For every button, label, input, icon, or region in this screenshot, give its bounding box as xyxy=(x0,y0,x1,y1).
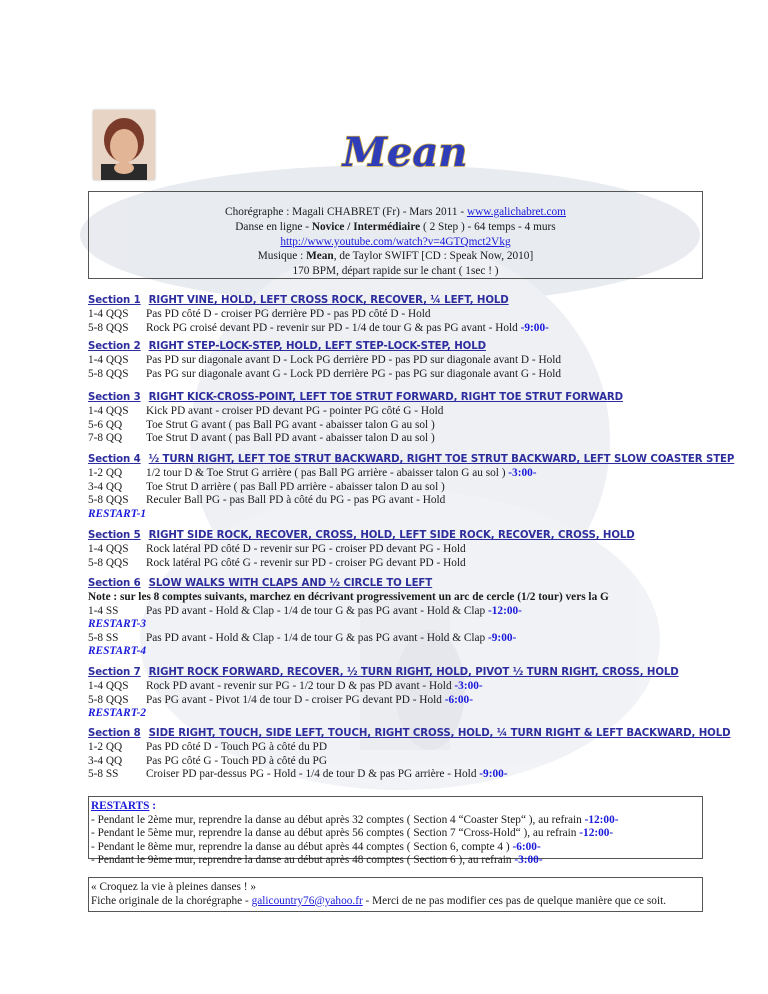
footer-box xyxy=(88,877,703,912)
step-row: 1-4 QQS Kick PD avant - croiser PD devant PG - pointer PG côté G - Hold xyxy=(88,405,444,417)
step-row: 5-8 SS Pas PD avant - Hold & Clap - 1/4 de tour G & pas PG avant - Hold & Clap -9:00- xyxy=(88,631,517,644)
section-heading: Section 2 RIGHT STEP-LOCK-STEP, HOLD, LEFT STEP-LOCK-STEP, HOLD xyxy=(88,341,486,352)
step-row: 3-4 QQ Pas PG côté G - Touch PD à côté du PG xyxy=(88,754,327,767)
section-heading: Section 1 RIGHT VINE, HOLD, LEFT CROSS ROCK, RECOVER, ¼ LEFT, HOLD xyxy=(88,295,509,306)
section-heading: Section 8 SIDE RIGHT, TOUCH, SIDE LEFT, TOUCH, RIGHT CROSS, HOLD, ¼ TURN RIGHT & LEFT BACKWARD, HOLD xyxy=(88,728,731,739)
wall-marker: -3:00- xyxy=(508,467,537,479)
restarts-title: RESTARTS xyxy=(91,800,150,812)
restart-line: - Pendant le 9ème mur, reprendre la danse au début après 48 comptes ( Section 6 ), au refrain -3:00- xyxy=(91,854,543,867)
section-7 xyxy=(88,665,708,721)
section-2 xyxy=(88,339,708,381)
restart-marker: RESTART-1 xyxy=(88,507,146,520)
wall-marker: -3:00- xyxy=(514,854,543,867)
step-row: 1-2 QQ Pas PD côté D - Touch PG à côté du PD xyxy=(88,741,327,753)
info-music: Musique : Mean, de Taylor SWIFT [CD : Speak Now, 2010] xyxy=(257,250,534,263)
info-bpm: 170 BPM, départ rapide sur le chant ( 1sec ! ) xyxy=(292,265,499,278)
wall-marker: -9:00- xyxy=(520,321,549,334)
choreographer-website-link[interactable]: www.galichabret.com xyxy=(466,206,566,218)
restart-line: - Pendant le 8ème mur, reprendre la danse au début après 44 comptes ( Section 6, compte 4 ) -6:00- xyxy=(91,840,541,853)
step-row: 5-8 QQS Rock latéral PG côté G - revenir sur PD - croiser PG devant PD - Hold xyxy=(88,556,466,569)
step-row: 3-4 QQ Toe Strut D arrière ( pas Ball PD arrière - abaisser talon D au sol ) xyxy=(88,480,445,493)
wall-marker: -9:00- xyxy=(479,768,508,781)
restart-line: - Pendant le 2ème mur, reprendre la danse au début après 32 comptes ( Section 4 “Coaster Step“ ), au refrain -12:00- xyxy=(91,813,619,826)
section-heading: Section 5 RIGHT SIDE ROCK, RECOVER, CROSS, HOLD, LEFT SIDE ROCK, RECOVER, CROSS, HOLD xyxy=(88,530,635,541)
email-link[interactable]: galicountry76@yahoo.fr xyxy=(251,894,363,907)
info-video xyxy=(89,235,702,250)
section-1 xyxy=(88,293,708,335)
step-row: 1-4 QQS Rock PD avant - revenir sur PG - 1/2 tour D & pas PD avant - Hold -3:00- xyxy=(88,680,483,692)
step-row: 1-2 QQ 1/2 tour D & Toe Strut G arrière ( pas Ball PG arrière - abaisser talon G au sol ) -3:00- xyxy=(88,467,537,479)
step-row: 5-8 QQS Pas PG avant - Pivot 1/4 de tour D - croiser PG devant PD - Hold -6:00- xyxy=(88,693,473,706)
step-row: 1-4 SS Pas PD avant - Hold & Clap - 1/4 de tour G & pas PG avant - Hold & Clap -12:00- xyxy=(88,604,522,617)
dance-info-box xyxy=(88,191,703,279)
step-row: 5-8 QQS Rock PG croisé devant PD - revenir sur PD - 1/4 de tour G & pas PG avant - Hold -9:00- xyxy=(88,321,549,334)
restart-line: - Pendant le 5ème mur, reprendre la danse au début après 56 comptes ( Section 7 “Cross-Hold“ ), au refrain -12:00- xyxy=(91,827,614,840)
step-row: 1-4 QQS Pas PD sur diagonale avant D - Lock PG derrière PD - pas PD sur diagonale avant D - Hold xyxy=(88,354,562,366)
section-5 xyxy=(88,528,708,570)
info-choreographer: Chorégraphe : Magali CHABRET (Fr) - Mars 2011 - www.galichabret.com xyxy=(225,206,566,218)
section-6 xyxy=(88,576,708,659)
step-row: 5-6 QQ Toe Strut G avant ( pas Ball PG avant - abaisser talon G au sol ) xyxy=(88,418,435,431)
section-heading: Section 6 SLOW WALKS WITH CLAPS AND ½ CIRCLE TO LEFT xyxy=(88,578,433,589)
section-heading: Section 3 RIGHT KICK-CROSS-POINT, LEFT TOE STRUT FORWARD, RIGHT TOE STRUT FORWARD xyxy=(88,392,623,403)
section-8 xyxy=(88,726,731,782)
wall-marker: -3:00- xyxy=(454,680,483,692)
section-note: Note : sur les 8 comptes suivants, marchez en décrivant progressivement un arc de cercle (1/2 tour) vers la G xyxy=(88,591,609,603)
footer-credit: Fiche originale de la chorégraphe - galicountry76@yahoo.fr - Merci de ne pas modifier ces pas de quelque manière que ce soit. xyxy=(91,894,667,907)
section-heading: Section 7 RIGHT ROCK FORWARD, RECOVER, ½ TURN RIGHT, HOLD, PIVOT ½ TURN RIGHT, CROSS, HOLD xyxy=(88,667,679,678)
title-text: Mean xyxy=(342,129,468,176)
wall-marker: -12:00- xyxy=(579,827,614,840)
wall-marker: -6:00- xyxy=(512,840,541,853)
section-heading: Section 4 ½ TURN RIGHT, LEFT TOE STRUT BACKWARD, RIGHT TOE STRUT BACKWARD, LEFT SLOW COASTER STEP xyxy=(88,454,735,465)
choreographer-photo xyxy=(93,110,155,180)
step-row: 5-8 SS Croiser PD par-dessus PG - Hold - 1/4 de tour D & pas PG arrière - Hold -9:00- xyxy=(88,768,508,781)
step-row: 1-4 QQS Rock latéral PD côté D - revenir sur PG - croiser PD devant PG - Hold xyxy=(88,543,466,555)
footer-slogan: « Croquez la vie à pleines danses ! » xyxy=(91,881,257,893)
dance-title xyxy=(342,128,468,176)
restart-marker: RESTART-2 xyxy=(88,707,146,720)
wall-marker: -12:00- xyxy=(584,813,619,826)
section-4 xyxy=(88,452,735,521)
restart-marker: RESTART-4 xyxy=(88,645,146,658)
restart-marker: RESTART-3 xyxy=(88,618,146,631)
step-row: 1-4 QQS Pas PD côté D - croiser PG derrière PD - pas PD côté D - Hold xyxy=(88,308,431,320)
step-row: 5-8 QQS Reculer Ball PG - pas Ball PD à côté du PG - pas PG avant - Hold xyxy=(88,494,446,507)
wall-marker: -6:00- xyxy=(444,693,473,706)
section-3 xyxy=(88,390,708,446)
wall-marker: -9:00- xyxy=(488,631,517,644)
info-level: Danse en ligne - Novice / Intermédiaire ( 2 Step ) - 64 temps - 4 murs xyxy=(235,220,556,233)
restarts-box: RESTARTS : - Pendant le 2ème mur, reprendre la danse au début après 32 comptes ( Section 4 “Coaster Step“ ), au refrain -12:00- - Pendant le 5ème mur, reprendre la danse au début après 56 comptes ( Section 7 “Cross-Hold“ ), au refrain -12:00- - Pendant le 8ème mur, reprendre la danse au début après 44 comptes ( Section 6, compte 4 ) -6:00- - Pendant le 9ème mur, reprendre la danse au début après 48 comptes ( Section 6 ), au refrain -3:00- xyxy=(88,796,703,859)
wall-marker: -12:00- xyxy=(488,604,522,617)
youtube-link[interactable]: http://www.youtube.com/watch?v=4GTQmct2Vkg xyxy=(280,235,511,248)
step-row: 7-8 QQ Toe Strut D avant ( pas Ball PD avant - abaisser talon D au sol ) xyxy=(88,432,435,445)
step-row: 5-8 QQS Pas PG sur diagonale avant G - Lock PD derrière PG - pas PG sur diagonale avant G - Hold xyxy=(88,367,562,380)
